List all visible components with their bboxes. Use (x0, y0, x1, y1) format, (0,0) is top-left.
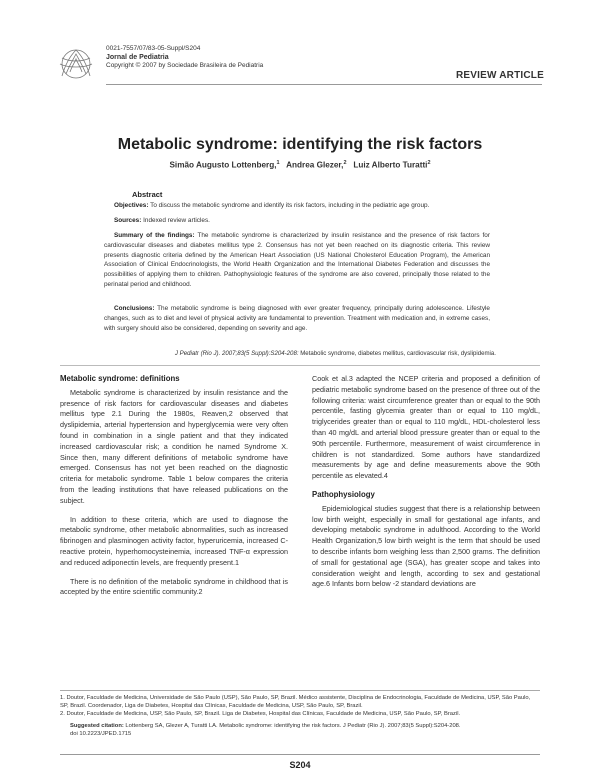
abstract-summary (104, 231, 490, 290)
author-affiliation: 2 (343, 160, 347, 166)
journal-logo-icon (56, 44, 96, 82)
sources-text: Indexed review articles. (143, 217, 210, 224)
header-meta (106, 45, 263, 71)
page-divider (60, 754, 540, 755)
footnote: 2. Doutor, Faculdade de Medicina, USP, São Paulo, SP, Brazil. Liga de Diabetes, Hospital das Clínicas, Faculdade de Medicina, USP, São Paulo, SP, Brazil. (60, 711, 461, 718)
journal-name: Jornal de Pediatria (106, 53, 169, 61)
article-title: Metabolic syndrome: identifying the risk factors (117, 136, 483, 153)
abstract-objectives (104, 201, 490, 211)
author-affiliation: 2 (427, 160, 431, 166)
paragraph: In addition to these criteria, which are used to diagnose the metabolic syndrome, other metabolic abnormalities, such as increased fibrinogen and plasminogen activity factor, hyperuricemia, increased C-reactive protein, hyperhomocysteinemia, increased TNF-α expression and reduced adiponectin levels, are frequently present.1 (60, 514, 288, 567)
suggested-citation (60, 722, 540, 730)
author-name: Luiz Alberto Turatti (353, 160, 428, 170)
page-number: S204 (289, 760, 311, 770)
section-label: REVIEW ARTICLE (456, 70, 544, 81)
citation-line (116, 350, 496, 357)
citation-keywords: Metabolic syndrome, diabetes mellitus, cardiovascular risk, dyslipidemia. (300, 350, 496, 357)
paragraph: Epidemiological studies suggest that there is a relationship between low birth weight, especially in small for gestational age infants, and developing metabolic syndrome in adulthood. According to the World Health Organization,5 low birth weight is the term that should be used to describe infants born weighing less than 2,500 grams. The definition of small for gestational age (SGA), has greater scope and takes into consideration weight and length, according to sex and gestational age.6 Infants born below -2 standard deviations are (312, 503, 540, 589)
objectives-text: To discuss the metabolic syndrome and identify its risk factors, including in the pediatric age group. (150, 202, 430, 209)
author-affiliation: 1 (276, 160, 280, 166)
abstract-heading: Abstract (132, 190, 163, 199)
objectives-label: Objectives: (114, 202, 149, 209)
abstract-sources (104, 216, 490, 226)
author-name: Andrea Glezer, (286, 160, 344, 170)
header-divider (106, 84, 542, 85)
section-heading-definitions: Metabolic syndrome: definitions (60, 374, 180, 383)
summary-text: The metabolic syndrome is characterized by insulin resistance and the presence of risk factors for cardiovascular diseases and diabetes mellitus type 2. Consensus has not yet been reached on its diagnostic criteria. This review presents diagnostic criteria defined by the American Heart Association (US National Cholesterol Education Program), the American Association of Clinical Endocrinologists, the World Health Organization and the International Diabetes Federation and discusses the possibilities of applying them to children. Pathophysiologic features of the syndrome are also covered, principally those related to the perinatal period and childhood. (104, 232, 490, 288)
suggested-text: Lottenberg SA, Glezer A, Turatti LA. Metabolic syndrome: identifying the risk factors. J Pediatr (Rio J). 2007;83(5 Suppl):S204-208. (125, 722, 461, 729)
abstract-conclusions (104, 304, 490, 333)
paragraph: Metabolic syndrome is characterized by insulin resistance and the presence of risk factors for cardiovascular diseases and diabetes mellitus type 2.1 During the 1980s, Reaven,2 observed that dyslipidemia, arterial hypertension and hyperglycemia were very often found in combination in a single patient and that they indicated increased cardiovascular risk; a condition he named Syndrome X. Since then, many different definitions of metabolic syndrome have emerged. Consensus has not yet been reached on the diagnostic criteria for metabolic syndrome. Table 1 below compares the criteria from the leading institutions that have released publications on the subject. (60, 387, 288, 505)
paragraph: Cook et al.3 adapted the NCEP criteria and proposed a definition of pediatric metabolic syndrome based on the presence of three out of the following criteria: waist circumference greater than or equal to the 90th percentile, fasting glycemia greater than or equal to 110 mg/dL, triglycerides greater than or equal to 110 mg/dL, HDL-cholesterol less than 40 mg/dL and arterial blood pressure greater than or equal to the 90th percentile. Furthermore, measurement of waist circumference in children is not standardized. Some authors have standardized measurements by age and define measurements above the 90th percentile as elevated.4 (312, 374, 540, 481)
footnote-divider (60, 690, 540, 691)
sources-label: Sources: (114, 217, 142, 224)
doi: doi 10.2223/JPED.1715 (70, 730, 132, 737)
section-heading-pathophysiology: Pathophysiology (312, 489, 375, 499)
author-list (0, 160, 600, 170)
left-column (60, 374, 288, 606)
footnote: 1. Doutor, Faculdade de Medicina, Universidade de São Paulo (USP), São Paulo, SP, Brazil. Médico assistente, Disciplina de Endocrinologia, Faculdade de Medicina, USP, São Paulo, SP, Brazil. Coordenador, Liga de Diabetes, Hospital das Clínicas, Faculdade de Medicina, USP, São Paulo, SP, Brazil. (60, 695, 531, 710)
author-name: Simão Augusto Lottenberg, (169, 160, 277, 170)
conclusions-label: Conclusions: (114, 305, 155, 312)
footnotes (60, 694, 540, 738)
summary-label: Summary of the findings: (114, 232, 195, 239)
abstract-divider (60, 365, 540, 366)
issn: 0021-7557/07/83-05-Suppl/S204 (106, 45, 201, 52)
copyright: Copyright © 2007 by Sociedade Brasileira de Pediatria (106, 62, 264, 69)
conclusions-text: The metabolic syndrome is being diagnosed with ever greater frequency, principally during adolescence. Lifestyle changes, such as to diet and level of physical activity are fundamental to prevention. Treatment with medication and, in extreme cases, with surgery should also be considered, depending on severity and age. (104, 305, 490, 332)
citation-ref: J Pediatr (Rio J). 2007;83(5 Suppl):S204-208: (174, 350, 299, 357)
paragraph: There is no definition of the metabolic syndrome in childhood that is accepted by the entire scientific community.2 (60, 576, 288, 597)
suggested-label: Suggested citation: (70, 722, 124, 729)
right-column (312, 374, 540, 598)
